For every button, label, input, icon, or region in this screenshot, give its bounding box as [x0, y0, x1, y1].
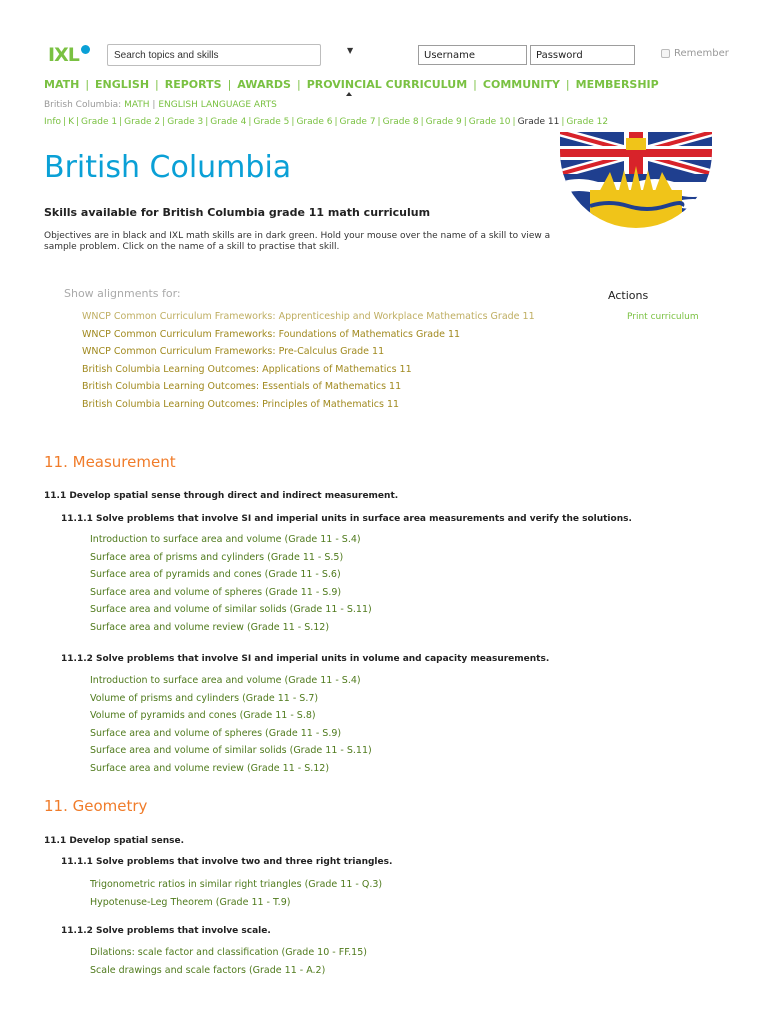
page-title: British Columbia	[44, 150, 292, 185]
skill-link[interactable]: Hypotenuse-Leg Theorem (Grade 11 - T.9)	[90, 896, 291, 908]
skill-list	[90, 533, 372, 639]
print-curriculum-link[interactable]: Print curriculum	[627, 312, 699, 322]
alignment-link[interactable]: British Columbia Learning Outcomes: Principles of Mathematics 11	[82, 398, 400, 410]
skill-link[interactable]: Introduction to surface area and volume (Grade 11 - S.4)	[90, 675, 361, 686]
grade-links: Info | K | Grade 1 | Grade 2 | Grade 3 | Grade 4 | Grade 5 | Grade 6 | Grade 7 | Grade 8 | Grade 9 | Grade 10 | Grade 11 | Grade 12	[44, 117, 609, 127]
search-dropdown-icon[interactable]: ▼	[347, 46, 354, 55]
page-subtitle: Skills available for British Columbia grade 11 math curriculum	[44, 206, 431, 219]
alignment-link[interactable]: WNCP Common Curriculum Frameworks: Foundations of Mathematics Grade 11	[82, 328, 461, 340]
skill-link[interactable]: Surface area and volume of spheres (Grade 11 - S.9)	[90, 727, 342, 739]
section-title: 11. Geometry	[44, 797, 148, 815]
grade-link[interactable]: Grade 10	[468, 117, 511, 127]
skill-link[interactable]: Surface area of pyramids and cones (Grade 11 - S.6)	[90, 569, 341, 581]
nav-community[interactable]: COMMUNITY	[482, 78, 560, 91]
logo-dot-icon	[81, 45, 90, 54]
remember-label: Remember	[674, 48, 729, 59]
skill-link[interactable]: Trigonometric ratios in similar right triangles (Grade 11 - Q.3)	[90, 879, 383, 890]
skill-list	[90, 946, 367, 981]
section-title: 11. Measurement	[44, 453, 176, 471]
breadcrumb-region: British Columbia:	[44, 100, 122, 110]
grade-link: Grade 11	[517, 117, 560, 127]
grade-link[interactable]: Grade 5	[253, 117, 290, 127]
skill-link[interactable]: Scale drawings and scale factors (Grade 11 - A.2)	[90, 964, 326, 976]
skill-list	[90, 878, 382, 913]
sub-objective: 11.1.1 Solve problems that involve two and three right triangles.	[61, 857, 393, 867]
skill-link[interactable]: Surface area and volume review (Grade 11 - S.12)	[90, 762, 330, 774]
nav-awards[interactable]: AWARDS	[237, 78, 291, 91]
alignment-link[interactable]: WNCP Common Curriculum Frameworks: Apprenticeship and Workplace Mathematics Grade 11	[82, 311, 535, 322]
skill-link[interactable]: Dilations: scale factor and classification (Grade 10 - FF.15)	[90, 947, 367, 958]
objective: 11.1 Develop spatial sense through direct and indirect measurement.	[44, 491, 399, 501]
alignment-link[interactable]: British Columbia Learning Outcomes: Essentials of Mathematics 11	[82, 381, 402, 393]
grade-link[interactable]: Grade 4	[210, 117, 247, 127]
nav-active-caret-icon	[346, 92, 352, 96]
sub-objective: 11.1.2 Solve problems that involve scale.	[61, 926, 271, 936]
nav-english[interactable]: ENGLISH	[95, 78, 150, 91]
grade-link[interactable]: Grade 1	[81, 117, 118, 127]
grade-link[interactable]: Info	[44, 117, 62, 127]
search-input[interactable]	[107, 44, 321, 66]
grade-link[interactable]: Grade 8	[382, 117, 419, 127]
main-nav: MATH | ENGLISH | REPORTS | AWARDS | PROVINCIAL CURRICULUM | COMMUNITY | MEMBERSHIP	[44, 78, 659, 91]
breadcrumb-math[interactable]: MATH	[124, 100, 150, 110]
skill-link[interactable]: Surface area and volume of spheres (Grade 11 - S.9)	[90, 586, 342, 598]
sub-objective: 11.1.2 Solve problems that involve SI and imperial units in volume and capacity measurements.	[61, 654, 550, 664]
objective: 11.1 Develop spatial sense.	[44, 836, 185, 846]
alignment-link[interactable]: WNCP Common Curriculum Frameworks: Pre-Calculus Grade 11	[82, 346, 385, 358]
page-description: Objectives are in black and IXL math skills are in dark green. Hold your mouse over the name of a skill to view a sample problem. Click on the name of a skill to practise that skill.	[44, 231, 551, 252]
bc-flag-icon	[560, 132, 712, 232]
password-field[interactable]	[530, 45, 635, 65]
nav-membership[interactable]: MEMBERSHIP	[575, 78, 659, 91]
skill-link[interactable]: Surface area and volume review (Grade 11 - S.12)	[90, 621, 330, 633]
alignment-link[interactable]: British Columbia Learning Outcomes: Applications of Mathematics 11	[82, 363, 412, 375]
grade-link[interactable]: Grade 2	[124, 117, 161, 127]
skill-link[interactable]: Surface area of prisms and cylinders (Grade 11 - S.5)	[90, 551, 344, 563]
logo-text: IXL	[48, 44, 79, 66]
remember-checkbox[interactable]	[661, 48, 729, 59]
sub-objective: 11.1.1 Solve problems that involve SI and imperial units in surface area measurements and verify the solutions.	[61, 514, 632, 524]
checkbox-icon[interactable]	[661, 49, 670, 58]
breadcrumb-ela[interactable]: ENGLISH LANGUAGE ARTS	[158, 100, 277, 110]
grade-link[interactable]: Grade 9	[425, 117, 462, 127]
skill-link[interactable]: Introduction to surface area and volume (Grade 11 - S.4)	[90, 534, 361, 545]
grade-link[interactable]: Grade 12	[566, 117, 609, 127]
skill-link[interactable]: Volume of prisms and cylinders (Grade 11 - S.7)	[90, 692, 319, 704]
username-field[interactable]	[418, 45, 527, 65]
nav-reports[interactable]: REPORTS	[164, 78, 222, 91]
nav-math[interactable]: MATH	[44, 78, 80, 91]
alignments-list	[82, 310, 535, 416]
nav-provincial-curriculum[interactable]: PROVINCIAL CURRICULUM	[306, 78, 468, 91]
grade-link[interactable]: K	[68, 117, 74, 127]
skill-link[interactable]: Surface area and volume of similar solids (Grade 11 - S.11)	[90, 604, 372, 616]
skill-link[interactable]: Volume of pyramids and cones (Grade 11 - S.8)	[90, 710, 316, 722]
skill-list	[90, 674, 372, 780]
ixl-logo[interactable]	[48, 44, 92, 66]
actions-heading: Actions	[608, 289, 649, 302]
grade-link[interactable]: Grade 3	[167, 117, 204, 127]
grade-link[interactable]: Grade 6	[296, 117, 333, 127]
grade-link[interactable]: Grade 7	[339, 117, 376, 127]
skill-link[interactable]: Surface area and volume of similar solids (Grade 11 - S.11)	[90, 745, 372, 757]
breadcrumb: British Columbia: MATH | ENGLISH LANGUAGE ARTS	[44, 100, 277, 110]
alignments-heading: Show alignments for:	[64, 287, 181, 300]
